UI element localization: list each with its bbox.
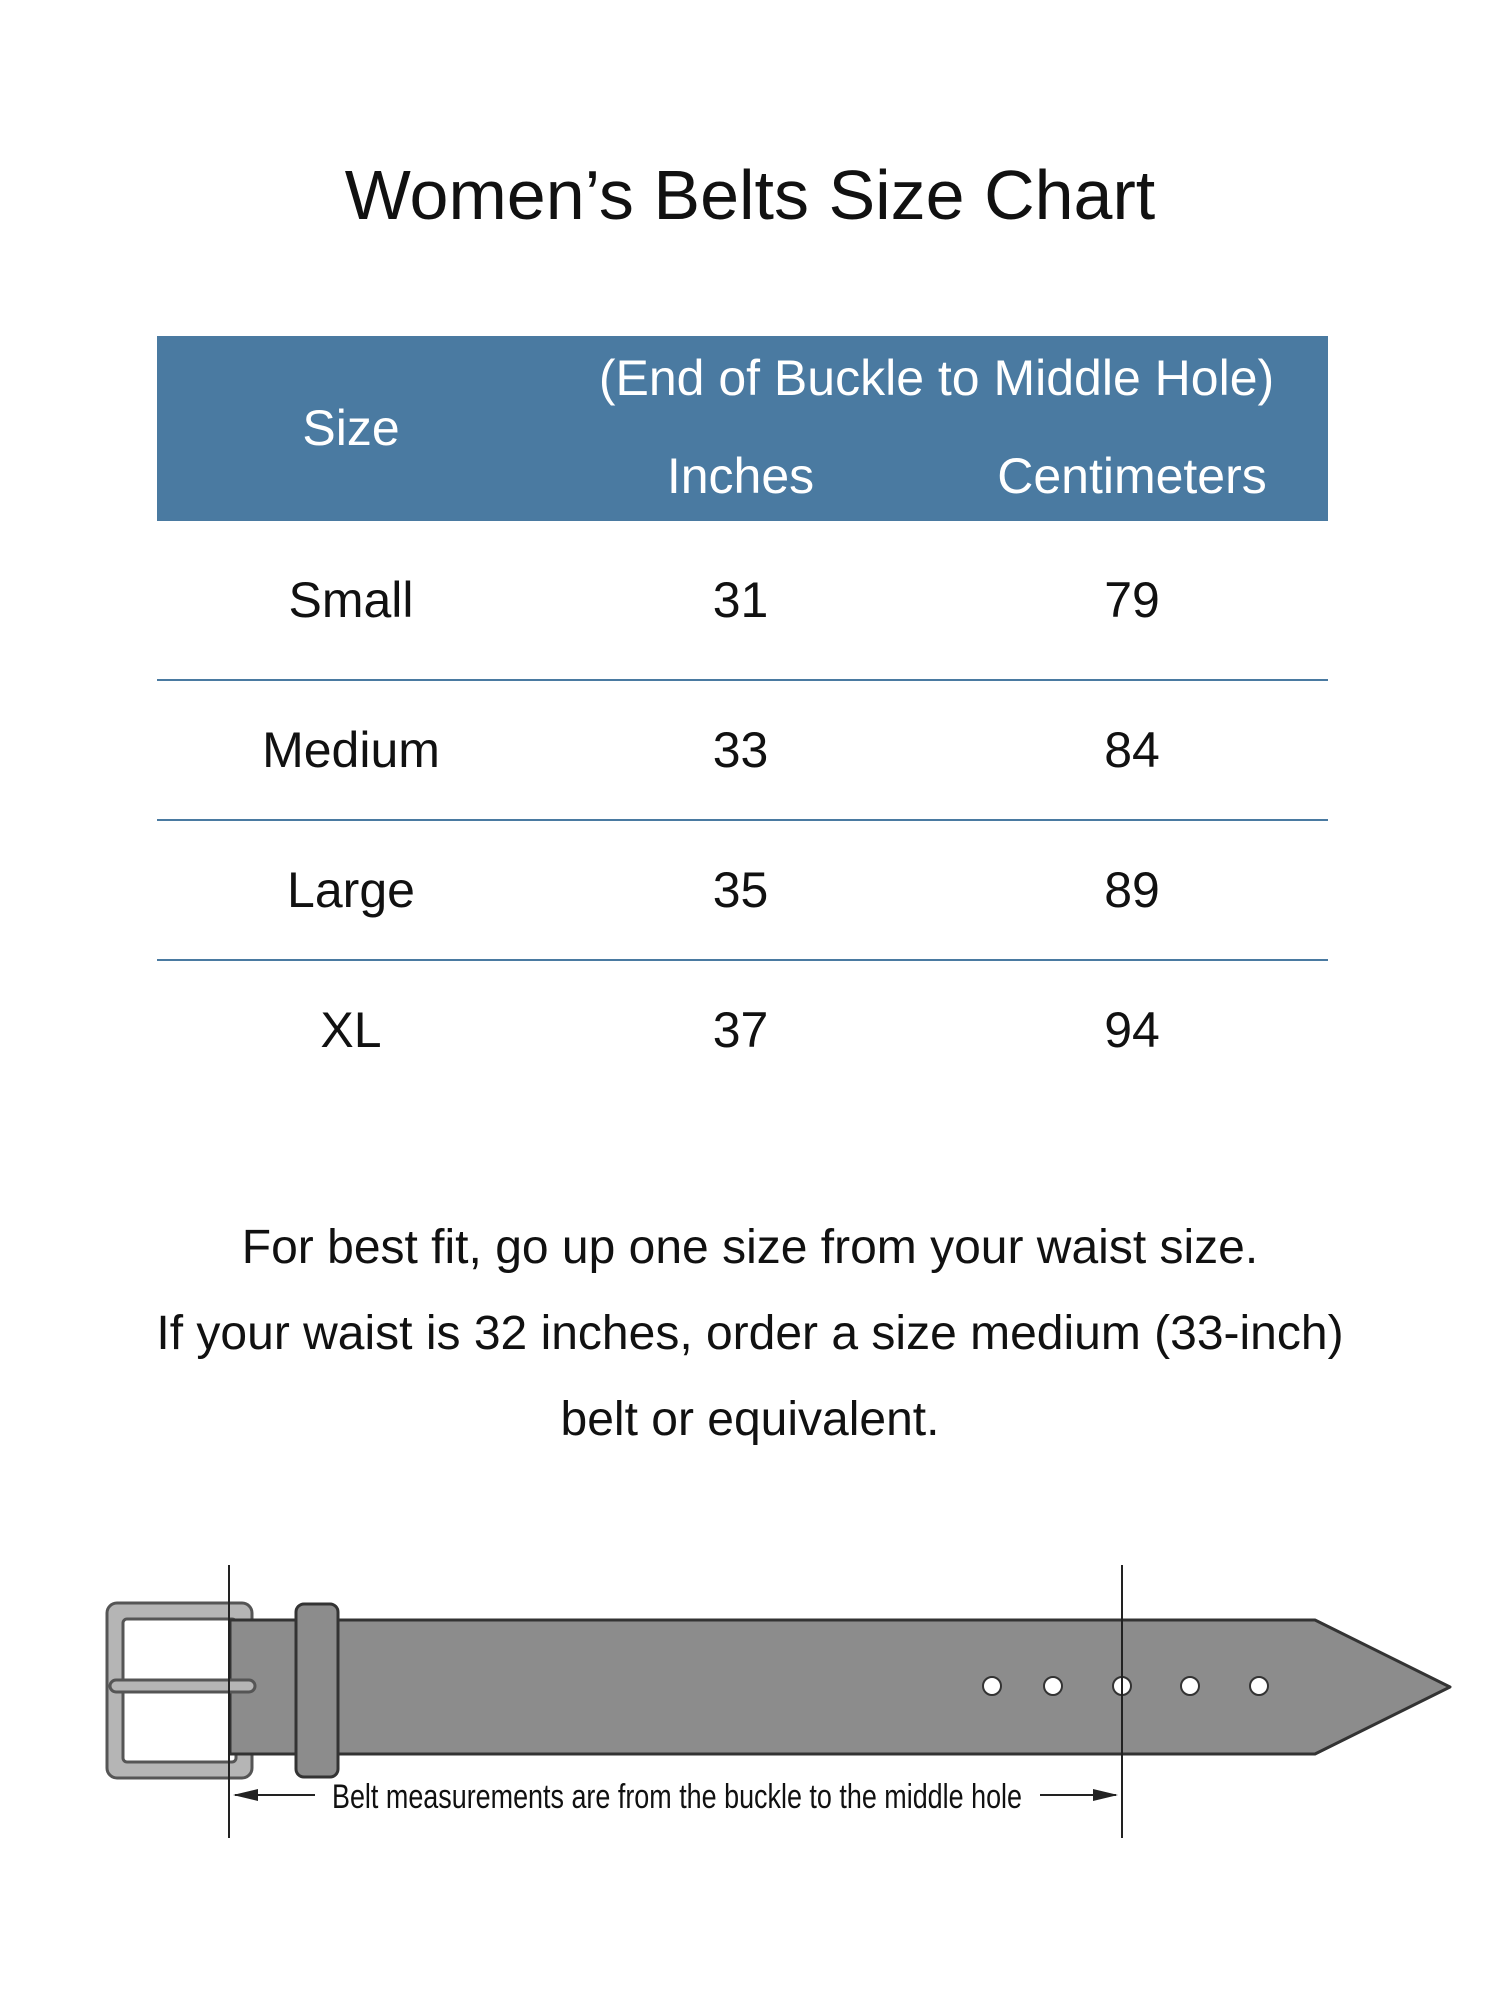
table-row — [157, 679, 1328, 819]
inches-cell: 33 — [712, 722, 769, 778]
centimeters-cell: 79 — [1104, 572, 1160, 628]
size-column-header: Size — [302, 400, 400, 456]
fit-advice-line: belt or equivalent. — [560, 1393, 940, 1446]
inches-column-header: Inches — [666, 448, 815, 504]
table-header — [157, 336, 1328, 521]
belt-hole — [1250, 1677, 1268, 1695]
table-row — [157, 959, 1328, 1099]
centimeters-cell: 94 — [1104, 1002, 1160, 1058]
table-row — [157, 521, 1328, 679]
table-body — [157, 521, 1328, 1099]
centimeters-cell: 84 — [1104, 722, 1160, 778]
inches-cell: 37 — [712, 1002, 769, 1058]
page-title: Women’s Belts Size Chart — [344, 156, 1156, 234]
fit-advice-line: If your waist is 32 inches, order a size medium (33-inch) — [156, 1307, 1344, 1360]
size-cell: Medium — [262, 722, 440, 778]
centimeters-cell: 89 — [1104, 862, 1160, 918]
diagram-caption: Belt measurements are from the buckle to the middle hole — [332, 1778, 1022, 1816]
arrow-right-icon — [1093, 1789, 1118, 1801]
belt-hole — [983, 1677, 1001, 1695]
size-chart-table — [157, 336, 1328, 1099]
belt-hole — [1181, 1677, 1199, 1695]
buckle-prong — [110, 1680, 255, 1692]
belt-hole — [1044, 1677, 1062, 1695]
fit-advice-line: For best fit, go up one size from your waist size. — [241, 1221, 1259, 1274]
size-cell: XL — [320, 1002, 382, 1058]
table-row — [157, 819, 1328, 959]
fit-advice — [0, 1205, 1500, 1463]
size-cell: Small — [288, 572, 414, 628]
measurement-header: (End of Buckle to Middle Hole) — [598, 350, 1275, 406]
belt-keeper-loop — [296, 1604, 338, 1777]
inches-cell: 35 — [712, 862, 769, 918]
size-cell: Large — [287, 862, 415, 918]
inches-cell: 31 — [712, 572, 769, 628]
arrow-left-icon — [233, 1789, 258, 1801]
centimeters-column-header: Centimeters — [997, 448, 1267, 504]
belt-diagram — [0, 1540, 1500, 1860]
